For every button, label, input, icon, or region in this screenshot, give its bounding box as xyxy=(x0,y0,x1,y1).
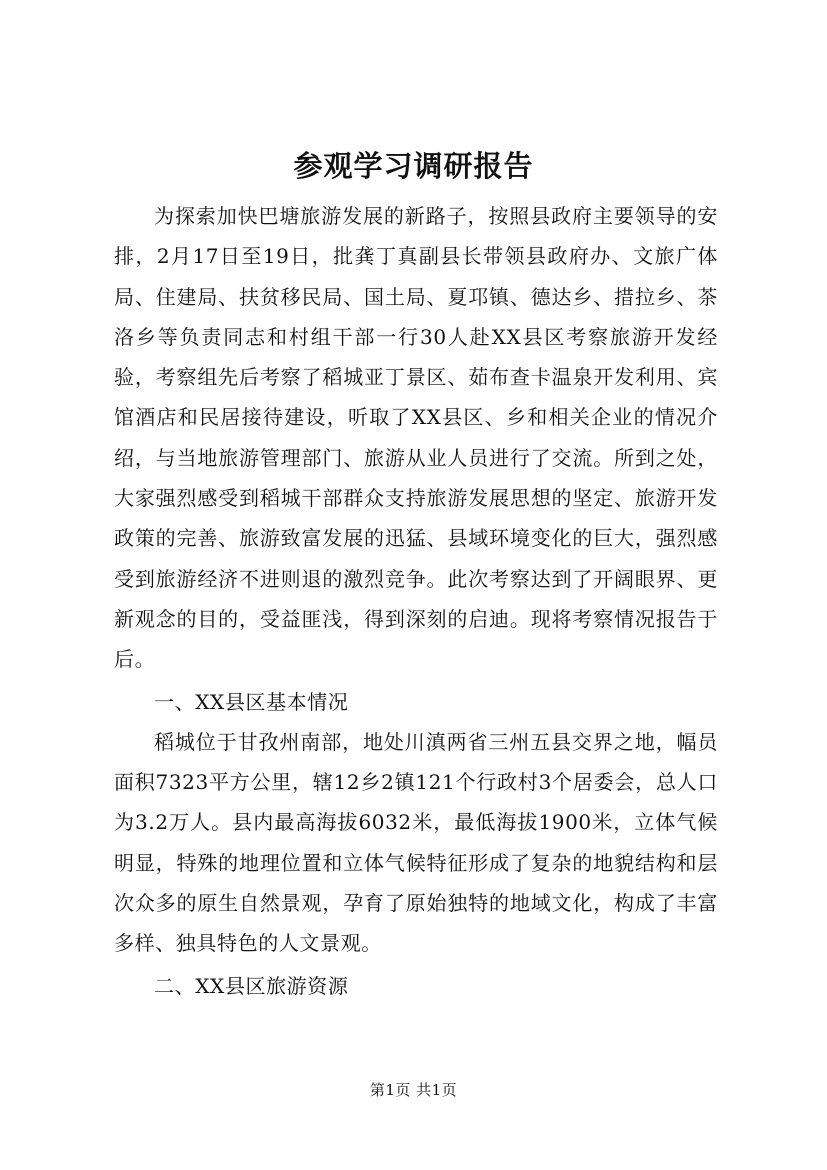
document-body xyxy=(114,196,718,1006)
basic-info-paragraph: 稻城位于甘孜州南部，地处川滇两省三州五县交界之地，幅员面积7323平方公里，辖12乡2镇121个行政村3个居委会，总人口为3.2万人。县内最高海拔6032米，最低海拔1900米，立体气候明显，特殊的地理位置和立体气候特征形成了复杂的地貌结构和层次众多的原生自然景观，孕育了原始独特的地域文化，构成了丰富多样、独具特色的人文景观。 xyxy=(114,729,718,956)
intro-paragraph: 为探索加快巴塘旅游发展的新路子，按照县政府主要领导的安排，2月17日至19日，批龚丁真副县长带领县政府办、文旅广体局、住建局、扶贫移民局、国土局、夏邛镇、德达乡、措拉乡、茶洛乡等负责同志和村组干部一行30人赴XX县区考察旅游开发经验，考察组先后考察了稻城亚丁景区、茹布查卡温泉开发利用、宾馆酒店和民居接待建设，听取了XX县区、乡和相关企业的情况介绍，与当地旅游管理部门、旅游从业人员进行了交流。所到之处，大家强烈感受到稻城干部群众支持旅游发展思想的坚定、旅游开发政策的完善、旅游致富发展的迅猛、县域环境变化的巨大，强烈感受到旅游经济不进则退的激烈竞争。此次考察达到了开阔眼界、更新观念的目的，受益匪浅，得到深刻的启迪。现将考察情况报告于后。 xyxy=(114,204,718,672)
section-heading-basic-info: 一、XX县区基本情况 xyxy=(154,689,349,714)
page-footer: 第1页 共1页 xyxy=(369,1081,458,1099)
page-title: 参观学习调研报告 xyxy=(293,149,534,183)
section-heading-tourism-resources: 二、XX县区旅游资源 xyxy=(154,973,349,998)
